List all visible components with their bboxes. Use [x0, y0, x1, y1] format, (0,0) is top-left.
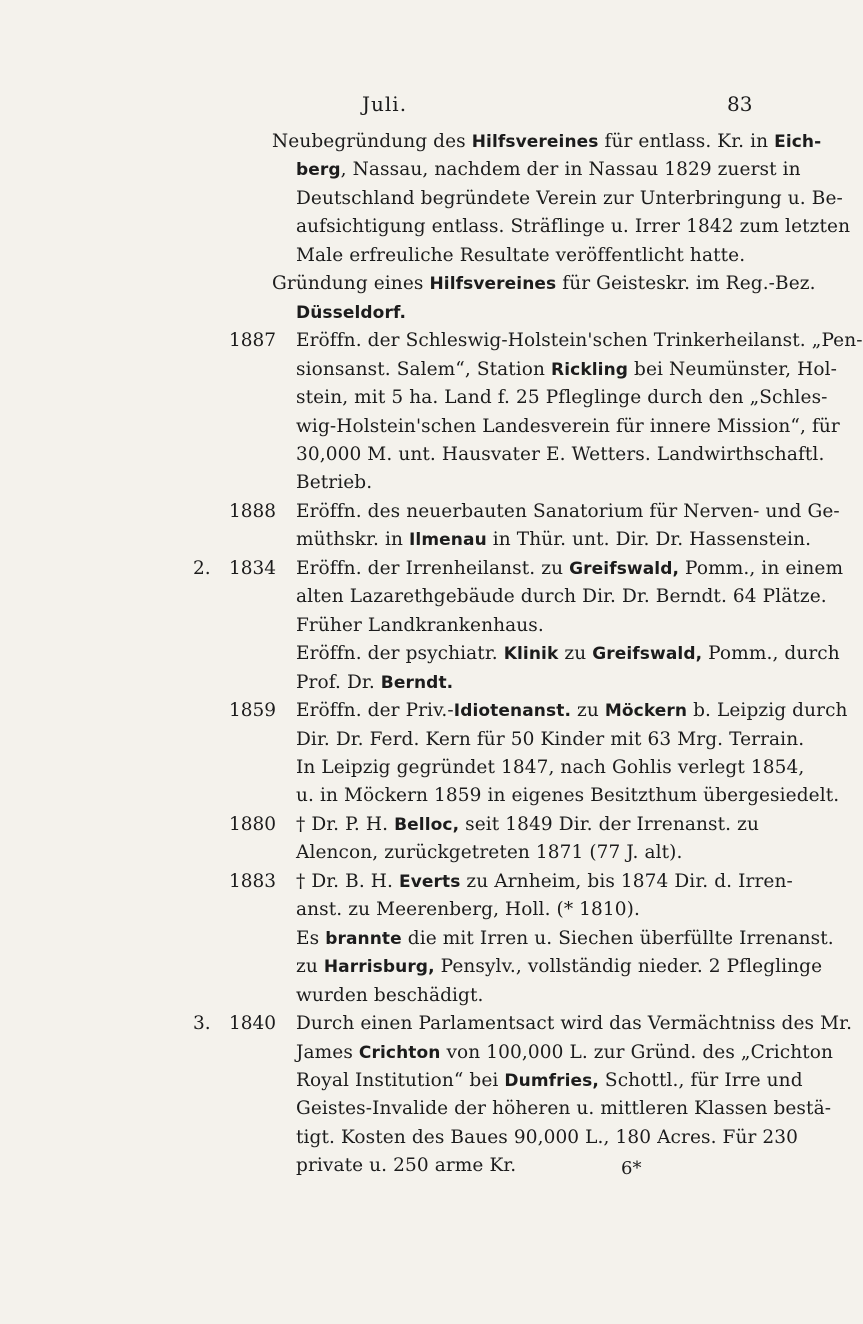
- text-run: müthskr. in: [296, 529, 409, 551]
- chronicle-entry: [0, 1010, 853, 1181]
- entry-text-line: [296, 896, 668, 924]
- emphasized-term: Idiotenanst.: [453, 701, 572, 722]
- entry-text-line: [296, 356, 837, 384]
- emphasized-term: Hilfsvereines: [429, 274, 557, 295]
- text-run: zu: [558, 643, 593, 665]
- entry-text-line: [272, 242, 746, 270]
- chronicle-entry: [0, 270, 816, 327]
- text-run: sionsanst. Salem“, Station: [296, 358, 552, 380]
- text-run: Pomm., in einem: [679, 557, 844, 579]
- entry-year: 1880: [229, 813, 277, 835]
- entry-number: 2.: [193, 557, 211, 579]
- entry-number: 3.: [193, 1013, 211, 1035]
- emphasized-term: Rickling: [551, 359, 629, 380]
- entry-text-line: [296, 1152, 668, 1180]
- text-run: Neubegründung des: [272, 131, 472, 152]
- text-run: Eröffn. des neuerbauten Sanatorium für Nerven- und Ge-: [296, 500, 840, 522]
- emphasized-term: berg: [296, 160, 341, 181]
- entry-text-line: [296, 526, 812, 554]
- text-run: zu: [296, 956, 324, 978]
- text-run: † Dr. B. H.: [296, 870, 399, 892]
- text-run: Deutschland begründete Verein zur Unterbringung u. Be-: [296, 187, 843, 209]
- text-run: Durch einen Parlamentsact wird das Vermächtniss des Mr.: [296, 1013, 853, 1035]
- entry-text-line: [296, 640, 840, 668]
- running-header-title: Juli.: [362, 92, 408, 116]
- text-run: anst. zu Meerenberg, Holl. (* 1810).: [296, 899, 640, 921]
- text-run: bei Neumünster, Hol-: [628, 358, 837, 380]
- chronicle-entries: [0, 128, 863, 1181]
- emphasized-term: Ilmenau: [409, 530, 487, 551]
- emphasized-term: Greifswald,: [592, 644, 703, 665]
- text-run: stein, mit 5 ha. Land f. 25 Pfleglinge durch den „Schles-: [296, 387, 828, 409]
- entry-year: 1840: [229, 1013, 277, 1035]
- emphasized-term: Möckern: [604, 701, 688, 722]
- text-run: Eröffn. der Schleswig-Holstein'schen Trinkerheilanst. „Pen-: [296, 330, 863, 352]
- entry-text-line: [296, 1067, 803, 1095]
- text-run: von 100,000 L. zur Gründ. des „Crichton: [440, 1041, 834, 1063]
- chronicle-entry: [0, 868, 834, 1010]
- text-run: Male erfreuliche Resultate veröffentlicht hatte.: [296, 244, 746, 266]
- emphasized-term: Eich-: [774, 132, 822, 152]
- emphasized-term: Dumfries,: [504, 1070, 599, 1091]
- text-run: 30,000 M. unt. Hausvater E. Wetters. Landwirthschaftl.: [296, 443, 825, 465]
- text-run: zu: [571, 700, 605, 722]
- entry-text-line: [296, 555, 844, 583]
- chronicle-entry: [0, 555, 844, 697]
- text-run: wig-Holstein'schen Landesverein für innere Mission“, für: [296, 415, 840, 437]
- printer-signature-mark: 6*: [621, 1158, 642, 1179]
- text-run: u. in Möckern 1859 in eigenes Besitzthum übergesiedelt.: [296, 785, 840, 807]
- text-run: Gründung eines: [272, 273, 430, 295]
- entry-text-line: [272, 270, 816, 298]
- text-run: seit 1849 Dir. der Irrenanst. zu: [459, 813, 759, 835]
- entry-year: 1888: [229, 500, 277, 522]
- entry-text-line: [296, 726, 805, 754]
- emphasized-term: Everts: [399, 871, 461, 892]
- emphasized-term: Hilfsvereines: [471, 132, 599, 152]
- entry-text-line: [272, 128, 822, 156]
- text-run: Pomm., durch: [702, 643, 840, 665]
- text-run: James: [296, 1041, 359, 1063]
- entry-text-line: [296, 754, 805, 782]
- entry-text-line: [272, 185, 843, 213]
- text-run: tigt. Kosten des Baues 90,000 L., 180 Acres. Für 230: [296, 1126, 799, 1148]
- text-run: Schottl., für Irre und: [598, 1069, 803, 1091]
- chronicle-entry: [0, 128, 851, 270]
- emphasized-term: Belloc,: [394, 814, 460, 835]
- entry-text-line: [296, 839, 683, 867]
- entry-text-line: [296, 697, 848, 725]
- entry-year: 1834: [229, 557, 277, 579]
- entry-text-line: [296, 982, 668, 1010]
- entry-text-line: [296, 1010, 853, 1038]
- chronicle-entry: [0, 498, 840, 555]
- chronicle-entry: [0, 327, 863, 498]
- entry-year: 1883: [229, 870, 277, 892]
- text-run: die mit Irren u. Siechen überfüllte Irrenanst.: [401, 927, 834, 949]
- text-run: wurden beschädigt.: [296, 984, 484, 1006]
- entry-text-line: [296, 868, 793, 896]
- text-run: Geistes-Invalide der höheren u. mittleren Klassen bestä-: [296, 1098, 832, 1120]
- entry-text-line: [296, 782, 840, 810]
- text-run: private u. 250 arme Kr.: [296, 1155, 517, 1177]
- entry-text-line: [296, 327, 863, 355]
- page-number: 83: [727, 92, 753, 116]
- emphasized-term: Berndt.: [380, 672, 454, 693]
- entry-text-line: [296, 811, 759, 839]
- entry-text-line: [296, 583, 827, 611]
- text-run: für Geisteskr. im Reg.-Bez.: [556, 273, 816, 295]
- entry-text-line: [272, 156, 801, 184]
- entry-text-line: [296, 384, 828, 412]
- emphasized-term: brannte: [325, 928, 402, 949]
- text-run: Eröffn. der Irrenheilanst. zu: [296, 557, 570, 579]
- entry-text-line: [296, 953, 823, 981]
- text-run: Eröffn. der psychiatr.: [296, 643, 504, 665]
- entry-text-line: [296, 498, 840, 526]
- entry-text-line: [296, 1095, 832, 1123]
- entry-text-line: [296, 441, 825, 469]
- text-run: In Leipzig gegründet 1847, nach Gohlis verlegt 1854,: [296, 756, 805, 778]
- text-run: Alencon, zurückgetreten 1871 (77 J. alt).: [296, 842, 683, 864]
- text-run: Prof. Dr.: [296, 671, 381, 693]
- emphasized-term: Düsseldorf.: [296, 302, 407, 323]
- entry-text-line: [296, 612, 668, 640]
- text-run: Betrieb.: [296, 472, 373, 494]
- entry-text-line: [272, 213, 851, 241]
- entry-text-line: [296, 669, 668, 697]
- entry-text-line: [296, 925, 834, 953]
- entry-year: 1859: [229, 700, 277, 722]
- text-run: Pensylv., vollständig nieder. 2 Pfleglinge: [434, 956, 823, 978]
- emphasized-term: Greifswald,: [569, 558, 680, 579]
- emphasized-term: Harrisburg,: [323, 957, 435, 978]
- text-run: Es: [296, 927, 326, 949]
- text-run: zu Arnheim, bis 1874 Dir. d. Irren-: [460, 870, 793, 892]
- text-run: in Thür. unt. Dir. Dr. Hassenstein.: [486, 529, 812, 551]
- text-run: Royal Institution“ bei: [296, 1069, 505, 1091]
- text-run: b. Leipzig durch: [687, 700, 848, 722]
- chronicle-entry: [0, 811, 759, 868]
- chronicle-entry: [0, 697, 848, 811]
- entry-text-line: [296, 413, 840, 441]
- entry-text-line: [296, 1039, 834, 1067]
- text-run: Früher Landkrankenhaus.: [296, 614, 544, 636]
- entry-text-line: [296, 1124, 799, 1152]
- text-run: aufsichtigung entlass. Sträflinge u. Irrer 1842 zum letzten: [296, 216, 851, 238]
- text-run: , Nassau, nachdem der in Nassau 1829 zuerst in: [340, 159, 801, 181]
- emphasized-term: Crichton: [358, 1042, 441, 1063]
- emphasized-term: Klinik: [503, 644, 559, 665]
- entry-text-line: [272, 299, 668, 327]
- entry-year: 1887: [229, 330, 277, 352]
- text-run: für entlass. Kr. in: [598, 131, 775, 152]
- text-run: alten Lazarethgebäude durch Dir. Dr. Berndt. 64 Plätze.: [296, 586, 827, 608]
- text-run: † Dr. P. H.: [296, 813, 395, 835]
- entry-text-line: [296, 469, 668, 497]
- text-run: Eröffn. der Priv.-: [296, 700, 454, 722]
- text-run: Dir. Dr. Ferd. Kern für 50 Kinder mit 63 Mrg. Terrain.: [296, 728, 805, 750]
